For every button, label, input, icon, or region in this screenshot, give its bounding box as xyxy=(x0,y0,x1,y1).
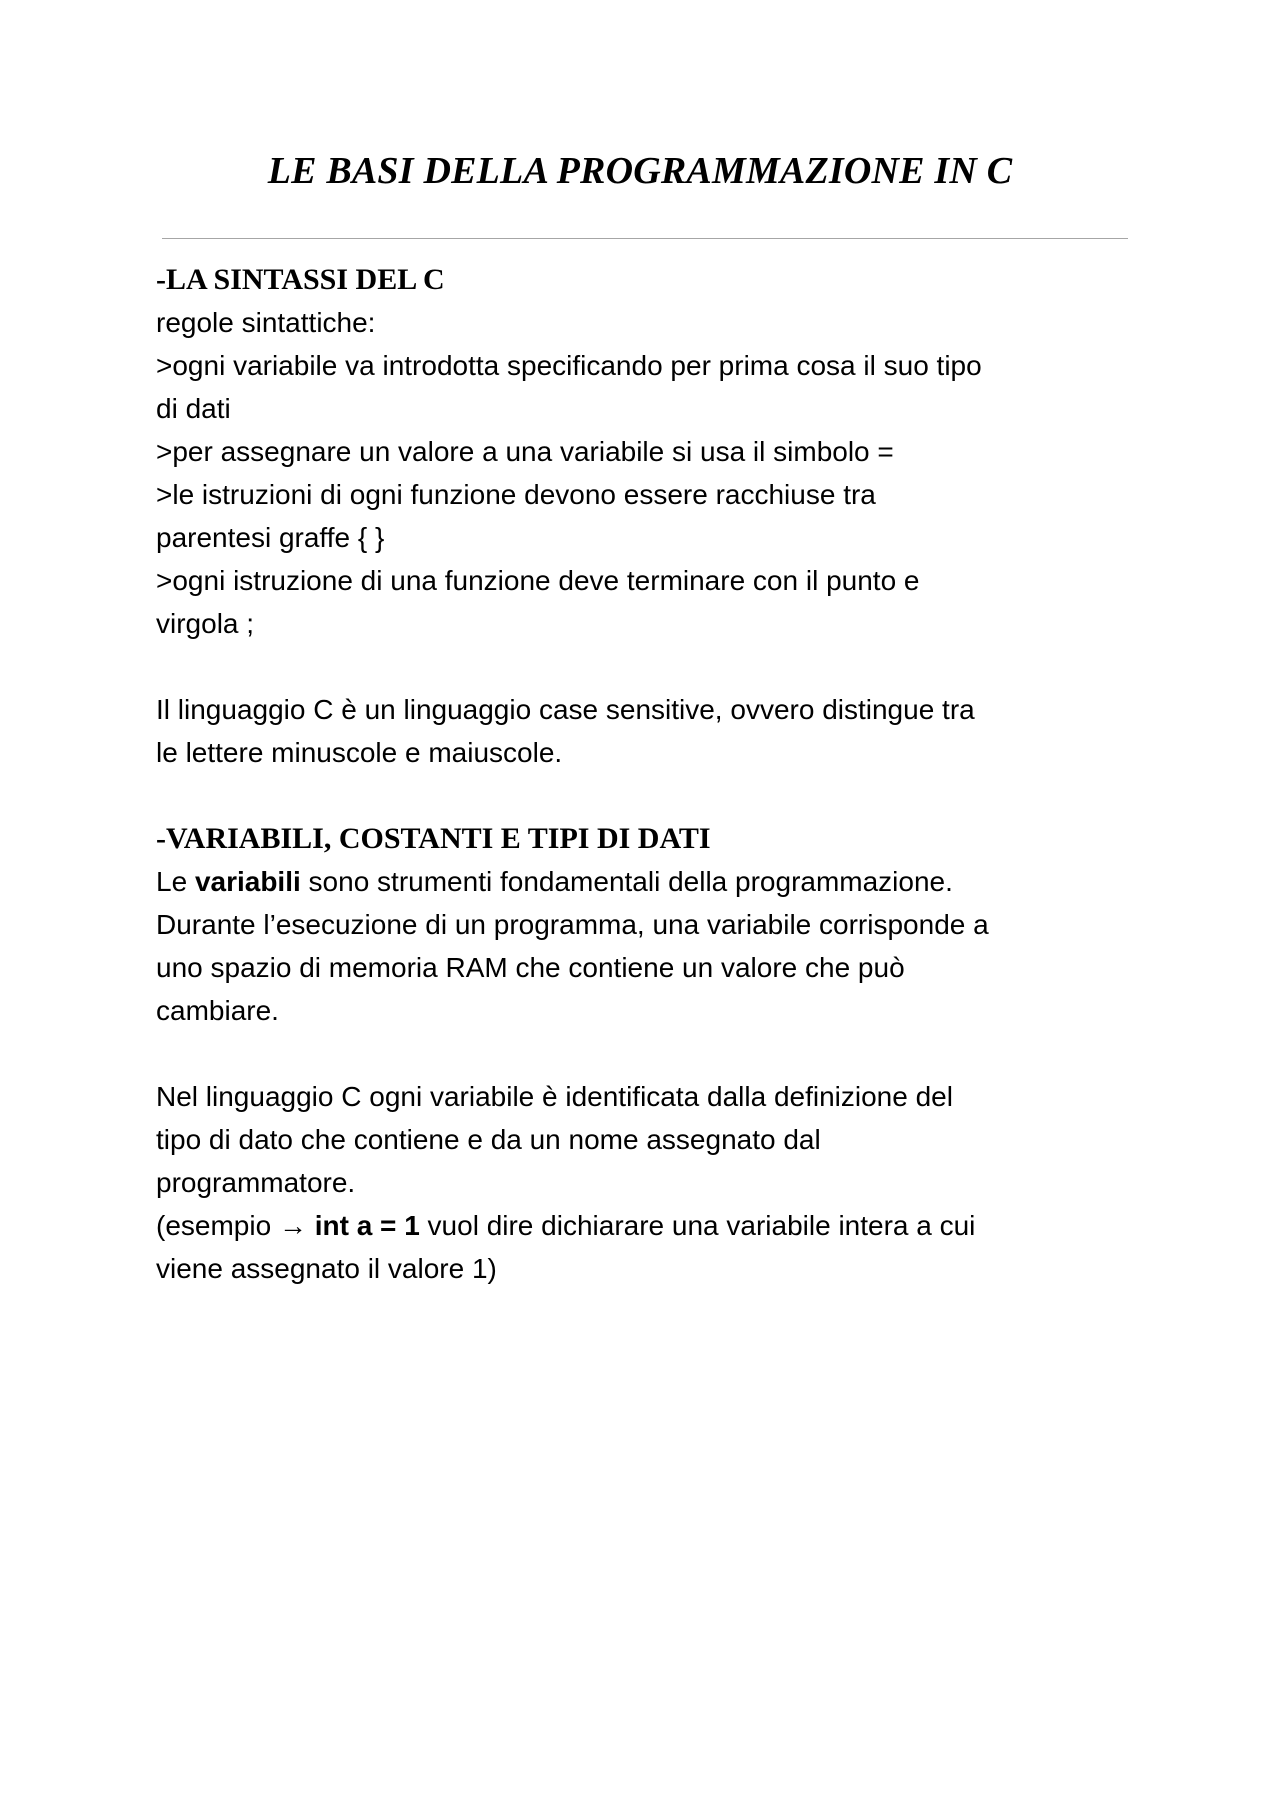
body-line: programmatore. xyxy=(156,1167,356,1198)
body-line: regole sintattiche: xyxy=(156,307,376,338)
body-line: >ogni istruzione di una funzione deve terminare con il punto e xyxy=(156,565,920,596)
body-line: Il linguaggio C è un linguaggio case sensitive, ovvero distingue tra xyxy=(156,694,975,725)
text-span: Le xyxy=(156,866,195,897)
paragraph-gap xyxy=(156,774,1136,817)
body-line xyxy=(156,1204,1136,1247)
body-line: >per assegnare un valore a una variabile si usa il simbolo = xyxy=(156,436,894,467)
body-line: Durante l’esecuzione di un programma, una variabile corrisponde a xyxy=(156,909,989,940)
document-body xyxy=(156,258,1136,1290)
body-line: virgola ; xyxy=(156,608,255,639)
body-line: uno spazio di memoria RAM che contiene un valore che può xyxy=(156,952,905,983)
body-line xyxy=(156,860,1136,903)
bold-code-example: int a = 1 xyxy=(314,1210,420,1241)
title-divider xyxy=(162,238,1128,239)
body-line: di dati xyxy=(156,393,231,424)
body-line: parentesi graffe { } xyxy=(156,522,385,553)
section-heading-sintassi: -LA SINTASSI DEL C xyxy=(156,263,445,296)
section-heading-variabili: -VARIABILI, COSTANTI E TIPI DI DATI xyxy=(156,822,711,855)
body-line: Nel linguaggio C ogni variabile è identificata dalla definizione del xyxy=(156,1081,953,1112)
body-line: le lettere minuscole e maiuscole. xyxy=(156,737,563,768)
text-span: vuol dire dichiarare una variabile intera a cui xyxy=(419,1210,976,1241)
body-line: >ogni variabile va introdotta specificando per prima cosa il suo tipo xyxy=(156,350,982,381)
paragraph-gap xyxy=(156,1032,1136,1075)
document-title: LE BASI DELLA PROGRAMMAZIONE IN C xyxy=(267,150,1013,192)
bold-term-variabili: variabili xyxy=(194,866,301,897)
paragraph-gap xyxy=(156,645,1136,688)
body-line: tipo di dato che contiene e da un nome assegnato dal xyxy=(156,1124,821,1155)
text-span: (esempio → xyxy=(156,1210,315,1241)
body-line: >le istruzioni di ogni funzione devono essere racchiuse tra xyxy=(156,479,876,510)
body-line: cambiare. xyxy=(156,995,279,1026)
text-span: sono strumenti fondamentali della programmazione. xyxy=(300,866,953,897)
body-line: viene assegnato il valore 1) xyxy=(156,1253,497,1284)
